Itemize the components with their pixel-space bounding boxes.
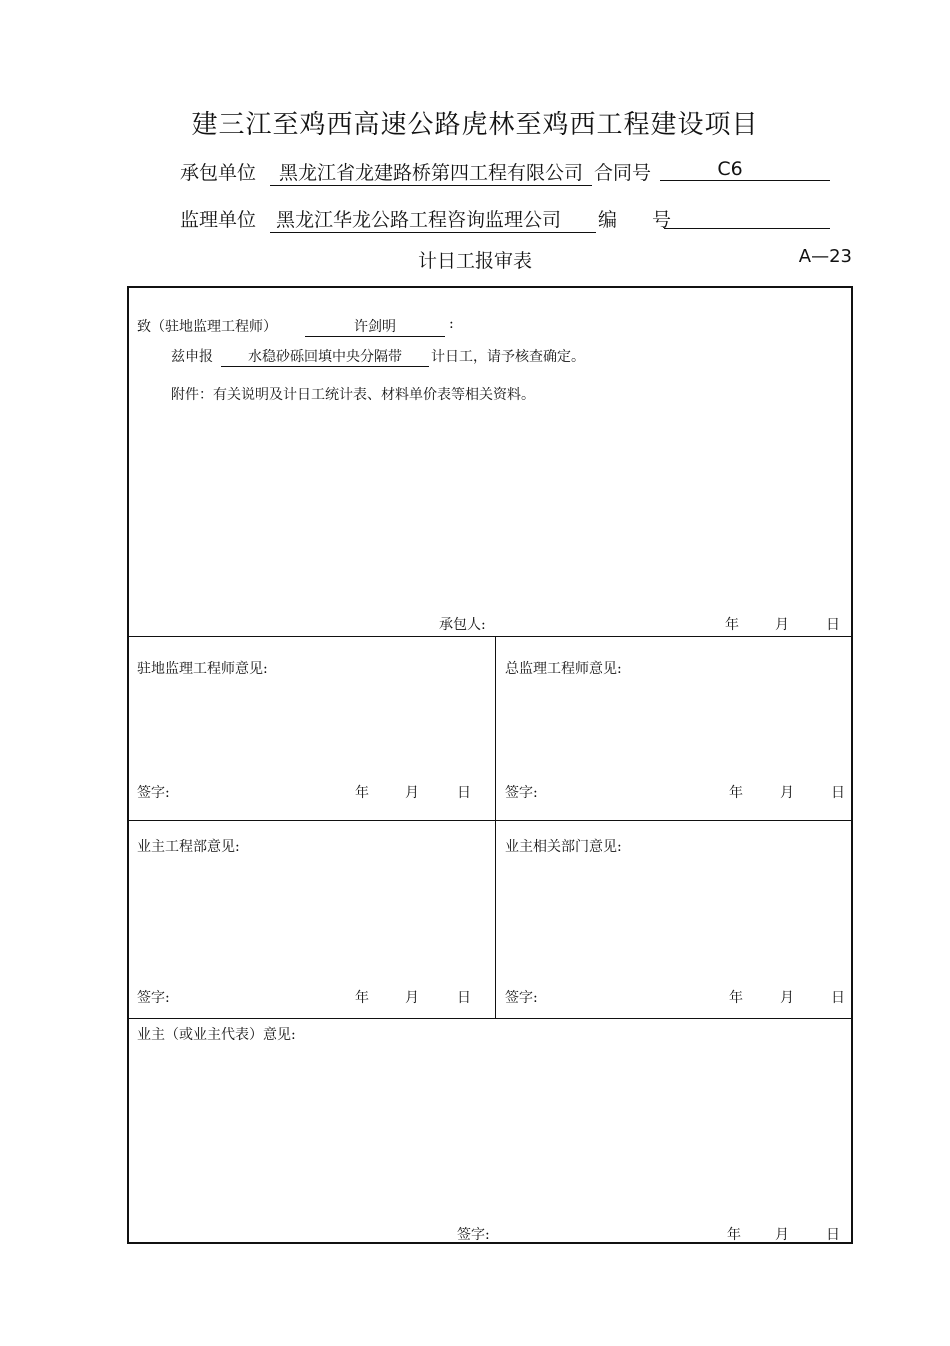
project-title: 建三江至鸡西高速公路虎林至鸡西工程建设项目 bbox=[191, 110, 759, 140]
form-title: 计日工报审表 bbox=[417, 250, 532, 272]
owner-dept-sign-label: 签字: bbox=[505, 990, 538, 1006]
owner-dept-opinion-label: 业主相关部门意见: bbox=[505, 839, 622, 855]
form-code: A—23 bbox=[798, 246, 852, 267]
contractor-label: 承包单位 bbox=[180, 162, 257, 184]
to-colon: : bbox=[449, 316, 454, 332]
owner-dept-month: 月 bbox=[780, 990, 794, 1006]
divider-3 bbox=[129, 1018, 851, 1019]
chief-opinion-label: 总监理工程师意见: bbox=[505, 661, 622, 677]
owner-year: 年 bbox=[727, 1227, 741, 1243]
serial-no-field bbox=[664, 205, 830, 229]
owner-day: 日 bbox=[826, 1227, 840, 1243]
divider-1 bbox=[129, 636, 851, 637]
chief-month: 月 bbox=[780, 785, 794, 801]
resident-day: 日 bbox=[457, 785, 471, 801]
submit-item-field: 水稳砂砾回填中央分隔带 bbox=[221, 346, 429, 367]
owner-dept-year: 年 bbox=[729, 990, 743, 1006]
serial-no-label: 编 号 bbox=[598, 209, 680, 231]
contractor-field: 黑龙江省龙建路桥第四工程有限公司 bbox=[270, 158, 592, 186]
owner-dept-day: 日 bbox=[831, 990, 845, 1006]
owner-opinion-label: 业主（或业主代表）意见: bbox=[137, 1027, 296, 1043]
chief-sign-label: 签字: bbox=[505, 785, 538, 801]
submit-prefix: 兹申报 bbox=[171, 349, 213, 365]
owner-month: 月 bbox=[775, 1227, 789, 1243]
owner-eng-sign-label: 签字: bbox=[137, 990, 170, 1006]
to-engineer-field: 许剑明 bbox=[305, 316, 445, 337]
owner-sign-label: 签字: bbox=[457, 1227, 490, 1243]
attachment-note: 附件：有关说明及计日工统计表、材料单价表等相关资料。 bbox=[171, 387, 535, 403]
owner-eng-year: 年 bbox=[355, 990, 369, 1006]
divider-vertical bbox=[495, 636, 496, 1018]
resident-year: 年 bbox=[355, 785, 369, 801]
divider-2 bbox=[129, 820, 851, 821]
to-label: 致（驻地监理工程师） bbox=[137, 319, 277, 335]
approval-table bbox=[127, 286, 853, 1244]
apply-month: 月 bbox=[775, 617, 789, 633]
supervisor-field: 黑龙江华龙公路工程咨询监理公司 bbox=[270, 205, 596, 233]
resident-sign-label: 签字: bbox=[137, 785, 170, 801]
apply-day: 日 bbox=[826, 617, 840, 633]
submit-suffix: 计日工，请予核查确定。 bbox=[431, 349, 585, 365]
chief-day: 日 bbox=[831, 785, 845, 801]
owner-eng-day: 日 bbox=[457, 990, 471, 1006]
resident-month: 月 bbox=[405, 785, 419, 801]
owner-eng-month: 月 bbox=[405, 990, 419, 1006]
apply-year: 年 bbox=[725, 617, 739, 633]
contract-no-field: C6 bbox=[660, 158, 830, 181]
contractor-sign-label: 承包人: bbox=[439, 617, 486, 633]
resident-opinion-label: 驻地监理工程师意见: bbox=[137, 661, 268, 677]
owner-eng-opinion-label: 业主工程部意见: bbox=[137, 839, 240, 855]
chief-year: 年 bbox=[729, 785, 743, 801]
supervisor-label: 监理单位 bbox=[180, 209, 257, 231]
contract-no-label: 合同号 bbox=[594, 162, 652, 184]
